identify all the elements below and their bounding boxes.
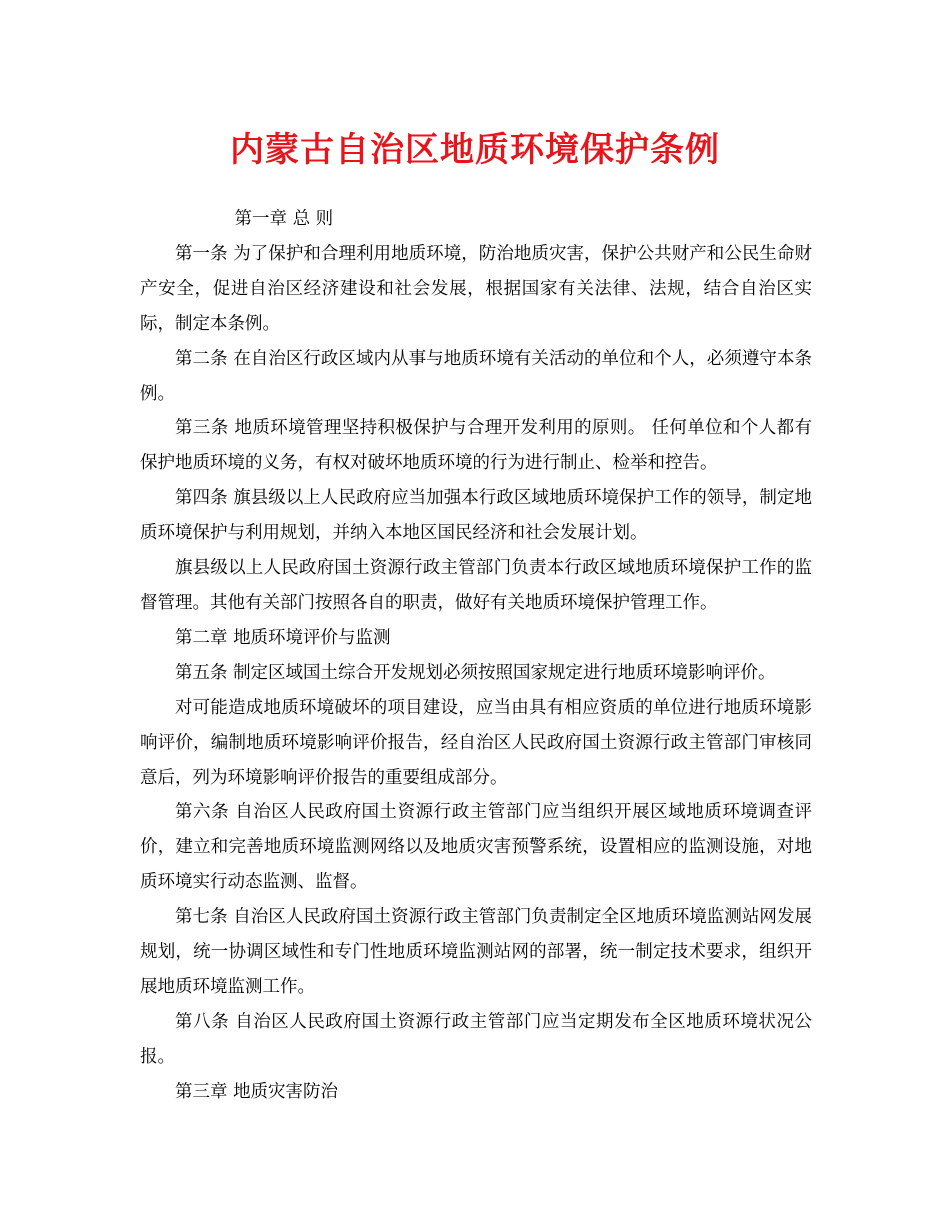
article-paragraph: 第二条 在自治区行政区域内从事与地质环境有关活动的单位和个人，必须遵守本条例。 <box>140 348 812 404</box>
chapter-heading: 第二章 地质环境评价与监测 <box>175 627 391 648</box>
article-paragraph: 第四条 旗县级以上人民政府应当加强本行政区域地质环境保护工作的领导，制定地质环境保护与利用规划，并纳入本地区国民经济和社会发展计划。 <box>140 488 812 544</box>
article-paragraph: 第七条 自治区人民政府国土资源行政主管部门负责制定全区地质环境监测站网发展规划，统一协调区域性和专门性地质环境监测站网的部署，统一制定技术要求，组织开展地质环境监测工作。 <box>140 907 812 997</box>
article-paragraph: 第一条 为了保护和合理利用地质环境，防治地质灾害，保护公共财产和公民生命财产安全，促进自治区经济建设和社会发展，根据国家有关法律、法规，结合自治区实际，制定本条例。 <box>140 243 812 334</box>
article-paragraph: 第三条 地质环境管理坚持积极保护与合理开发利用的原则。 任何单位和个人都有保护地质环境的义务，有权对破坏地质环境的行为进行制止、检举和控告。 <box>140 418 812 474</box>
article-paragraph: 对可能造成地质环境破坏的项目建设，应当由具有相应资质的单位进行地质环境影响评价，编制地质环境影响评价报告，经自治区人民政府国土资源行政主管部门审核同意后，列为环境影响评价报告的重要组成部分。 <box>140 697 812 788</box>
document-body <box>140 202 812 1110</box>
article-paragraph: 第六条 自治区人民政府国土资源行政主管部门应当组织开展区域地质环境调查评价，建立和完善地质环境监测网络以及地质灾害预警系统，设置相应的监测设施，对地质环境实行动态监测、监督。 <box>140 802 812 893</box>
chapter-heading: 第一章 总 则 <box>234 209 334 229</box>
article-paragraph: 第八条 自治区人民政府国土资源行政主管部门应当定期发布全区地质环境状况公报。 <box>140 1011 812 1067</box>
article-paragraph: 第五条 制定区域国土综合开发规划必须按照国家规定进行地质环境影响评价。 <box>175 662 776 683</box>
chapter-heading: 第三章 地质灾害防治 <box>175 1081 339 1102</box>
document-title: 内蒙古自治区地质环境保护条例 <box>230 130 720 170</box>
article-paragraph: 旗县级以上人民政府国土资源行政主管部门负责本行政区域地质环境保护工作的监督管理。其他有关部门按照各自的职责，做好有关地质环境保护管理工作。 <box>140 558 812 613</box>
